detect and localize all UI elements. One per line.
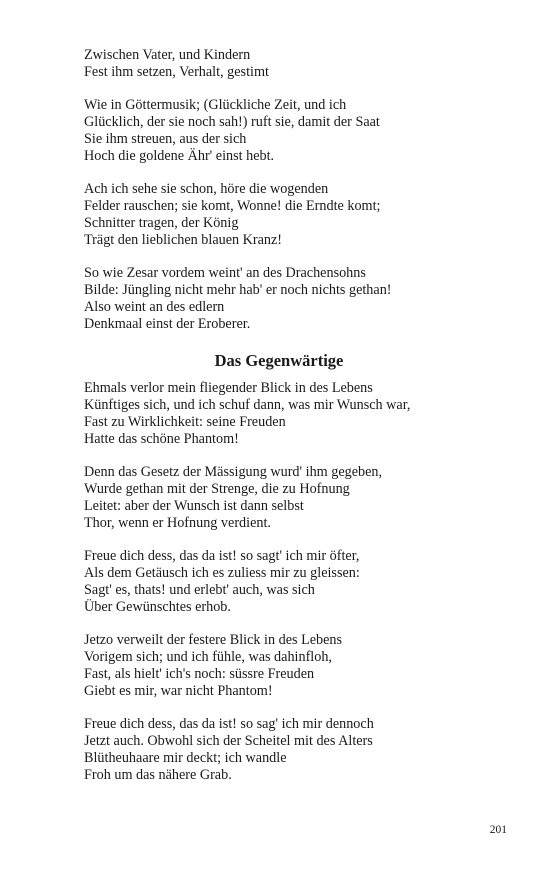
verse-line: Ehmals verlor mein fliegender Blick in des Lebens: [84, 380, 373, 396]
verse-line: Glücklich, der sie noch sah!) ruft sie, damit der Saat: [84, 114, 380, 130]
stanza: [84, 548, 484, 616]
verse-line: Froh um das nähere Grab.: [84, 767, 232, 783]
verse-line: Hoch die goldene Ähr' einst hebt.: [84, 148, 275, 164]
verse-line: Bilde: Jüngling nicht mehr hab' er noch nichts gethan!: [84, 282, 392, 298]
verse-line: Wurde gethan mit der Strenge, die zu Hofnung: [84, 481, 350, 497]
verse-line: Vorigem sich; und ich fühle, was dahinfloh,: [84, 649, 332, 665]
verse-line: Wie in Göttermusik; (Glückliche Zeit, und ich: [84, 97, 347, 113]
verse-line: Leitet: aber der Wunsch ist dann selbst: [84, 498, 304, 514]
verse-line: Freue dich dess, das da ist! so sag' ich mir dennoch: [84, 716, 374, 732]
page-number: 201: [489, 824, 507, 836]
stanza: [84, 97, 484, 165]
verse-line: Sagt' es, thats! und erlebt' auch, was sich: [84, 582, 315, 598]
verse-line: Jetzo verweilt der festere Blick in des Lebens: [84, 632, 343, 648]
verse-line: Thor, wenn er Hofnung verdient.: [84, 515, 271, 531]
verse-line: Künftiges sich, und ich schuf dann, was mir Wunsch war,: [84, 397, 411, 413]
verse-line: Blütheuhaare mir deckt; ich wandle: [84, 750, 287, 766]
verse-line: Als dem Getäusch ich es zuliess mir zu gleissen:: [84, 565, 360, 581]
stanza: [84, 716, 484, 784]
poem-das-gegenwaertige: [84, 380, 484, 784]
verse-line: Felder rauschen; sie komt, Wonne! die Erndte komt;: [84, 198, 381, 214]
verse-line: Fast zu Wirklichkeit: seine Freuden: [84, 414, 286, 430]
poem-title: Das Gegenwärtige: [214, 351, 344, 370]
stanza: [84, 181, 484, 249]
verse-line: Giebt es mir, war nicht Phantom!: [84, 683, 273, 699]
stanza: [84, 47, 484, 81]
verse-line: Also weint an des edlern: [84, 299, 225, 315]
verse-line: Fest ihm setzen, Verhalt, gestimt: [84, 64, 269, 80]
poem-continued: [84, 47, 484, 333]
verse-line: Denkmaal einst der Eroberer.: [84, 316, 251, 332]
verse-line: Über Gewünschtes erhob.: [84, 599, 231, 615]
verse-line: Trägt den lieblichen blauen Kranz!: [84, 232, 283, 248]
verse-line: Hatte das schöne Phantom!: [84, 431, 239, 447]
verse-line: Denn das Gesetz der Mässigung wurd' ihm gegeben,: [84, 464, 383, 480]
stanza: [84, 380, 484, 448]
verse-line: Schnitter tragen, der König: [84, 215, 239, 231]
verse-line: Jetzt auch. Obwohl sich der Scheitel mit des Alters: [84, 733, 373, 749]
verse-line: Zwischen Vater, und Kindern: [84, 47, 251, 63]
stanza: [84, 632, 484, 700]
verse-line: So wie Zesar vordem weint' an des Drachensohns: [84, 265, 366, 281]
verse-line: Freue dich dess, das da ist! so sagt' ich mir öfter,: [84, 548, 360, 564]
page-body: [84, 47, 484, 800]
verse-line: Fast, als hielt' ich's noch: süssre Freuden: [84, 666, 315, 682]
stanza: [84, 464, 484, 532]
verse-line: Ach ich sehe sie schon, höre die wogenden: [84, 181, 329, 197]
verse-line: Sie ihm streuen, aus der sich: [84, 131, 247, 147]
stanza: [84, 265, 484, 333]
